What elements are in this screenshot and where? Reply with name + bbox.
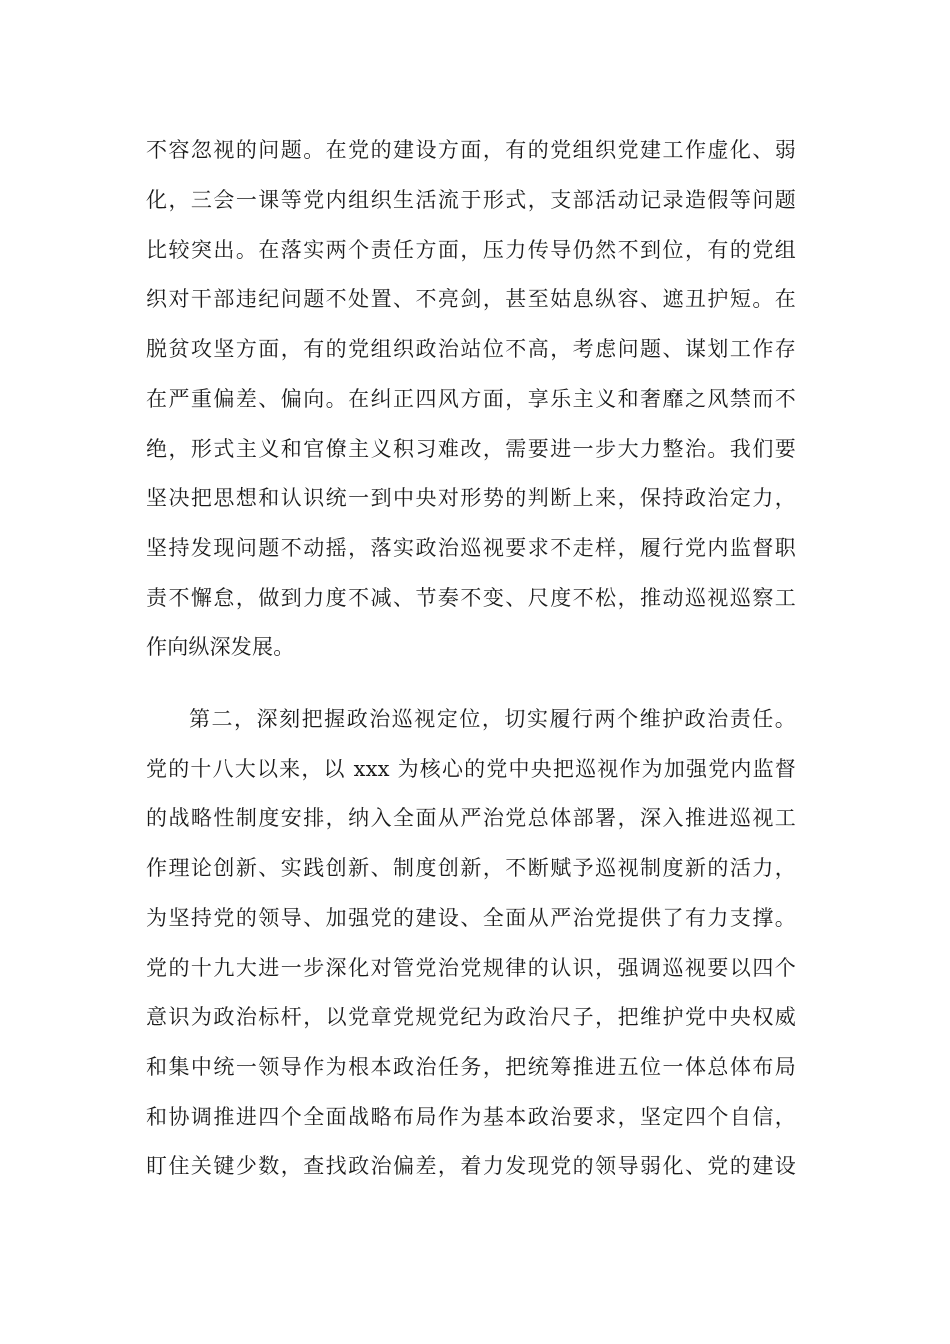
paragraph-1-line-8: 坚决把思想和认识统一到中央对形势的判断上来，保持政治定力， (146, 486, 796, 510)
paragraph-2-line-2: 党的十八大以来，以 xxx 为核心的党中央把巡视作为加强党内监督 (146, 757, 796, 781)
paragraph-2-line-4: 作理论创新、实践创新、制度创新，不断赋予巡视制度新的活力， (146, 856, 796, 880)
paragraph-1-line-7: 绝，形式主义和官僚主义积习难改，需要进一步大力整治。我们要 (146, 437, 796, 461)
paragraph-1-line-2: 化，三会一课等党内组织生活流于形式，支部活动记录造假等问题 (146, 188, 796, 212)
paragraph-1-line-5: 脱贫攻坚方面，有的党组织政治站位不高，考虑问题、谋划工作存 (146, 337, 796, 361)
paragraph-1-line-9: 坚持发现问题不动摇，落实政治巡视要求不走样，履行党内监督职 (146, 536, 796, 560)
paragraph-1-line-3: 比较突出。在落实两个责任方面，压力传导仍然不到位，有的党组 (146, 238, 796, 262)
paragraph-1-line-10: 责不懈怠，做到力度不减、节奏不变、尺度不松，推动巡视巡察工 (146, 586, 796, 610)
paragraph-2-line-6: 党的十九大进一步深化对管党治党规律的认识，强调巡视要以四个 (146, 956, 796, 980)
paragraph-1-line-4: 织对干部违纪问题不处置、不亮剑，甚至姑息纵容、遮丑护短。在 (146, 287, 796, 311)
paragraph-2-line-9: 和协调推进四个全面战略布局作为基本政治要求，坚定四个自信， (146, 1105, 796, 1129)
paragraph-2-line-1: 第二，深刻把握政治巡视定位，切实履行两个维护政治责任。 (189, 707, 796, 731)
paragraph-2-line-8: 和集中统一领导作为根本政治任务，把统筹推进五位一体总体布局 (146, 1055, 796, 1079)
paragraph-2-line-3: 的战略性制度安排，纳入全面从严治党总体部署，深入推进巡视工 (146, 806, 796, 830)
paragraph-2-line-5: 为坚持党的领导、加强党的建设、全面从严治党提供了有力支撑。 (146, 906, 796, 930)
paragraph-2-line-10: 盯住关键少数，查找政治偏差，着力发现党的领导弱化、党的建设 (146, 1154, 796, 1178)
paragraph-1-line-6: 在严重偏差、偏向。在纠正四风方面，享乐主义和奢靡之风禁而不 (146, 387, 796, 411)
paragraph-1-line-1: 不容忽视的问题。在党的建设方面，有的党组织党建工作虚化、弱 (146, 138, 796, 162)
paragraph-1-line-11: 作向纵深发展。 (146, 635, 295, 659)
paragraph-2-line-7: 意识为政治标杆，以党章党规党纪为政治尺子，把维护党中央权威 (146, 1005, 796, 1029)
